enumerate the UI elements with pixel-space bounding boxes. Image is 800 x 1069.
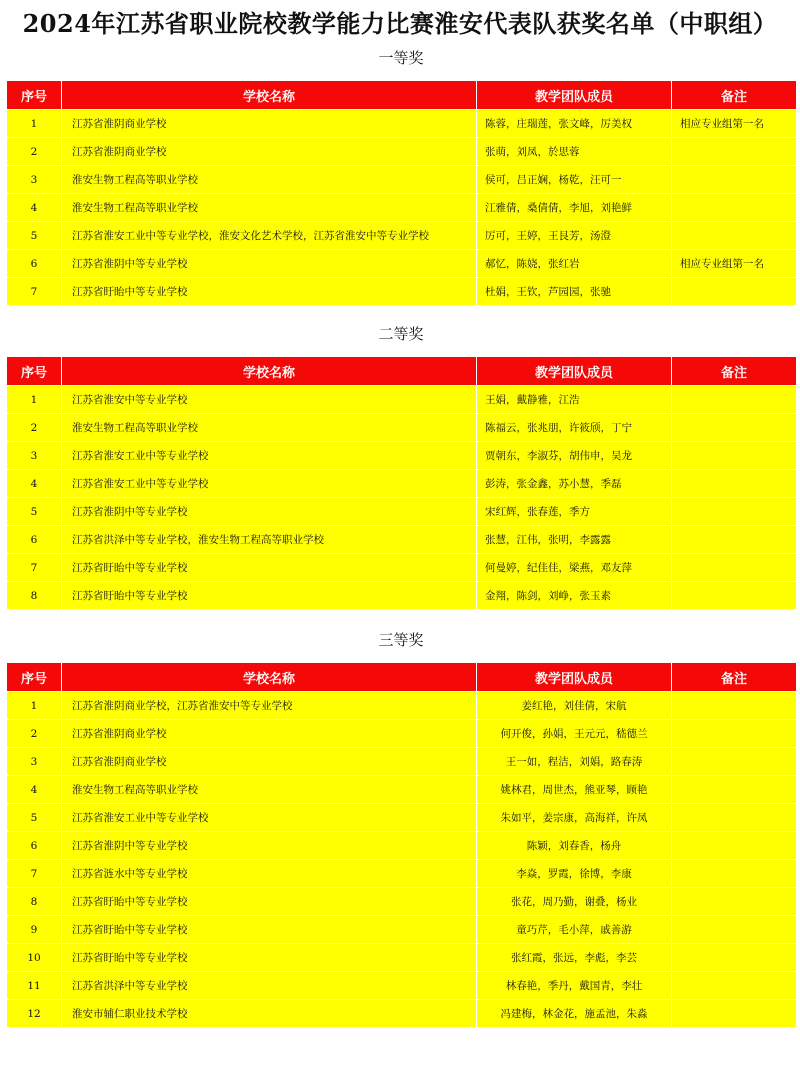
row-number: 4: [7, 776, 62, 804]
row-number: 1: [7, 386, 62, 414]
school-name: 江苏省淮安工业中等专业学校: [62, 470, 477, 498]
table-row: [7, 944, 797, 972]
row-number: 2: [7, 414, 62, 442]
school-name: 淮安生物工程高等职业学校: [62, 776, 477, 804]
table-row: [7, 582, 797, 610]
row-note: [672, 860, 797, 888]
header-no: 序号: [7, 663, 62, 692]
school-name: 江苏省淮阴商业学校: [62, 110, 477, 138]
row-note: [672, 1000, 797, 1028]
table-row: [7, 166, 797, 194]
school-name: 淮安生物工程高等职业学校: [62, 414, 477, 442]
table-row: [7, 972, 797, 1000]
row-note: [672, 386, 797, 414]
section-title: 一等奖: [378, 49, 424, 67]
row-number: 3: [7, 748, 62, 776]
team-members: 侯可，吕正娴，杨乾，汪可一: [477, 166, 672, 194]
table-row: [7, 1000, 797, 1028]
team-members: 冯建梅，林金花，施孟池，朱淼: [477, 1000, 672, 1028]
section-title: 三等奖: [378, 631, 424, 649]
team-members: 郝忆，陈娆，张红岩: [477, 250, 672, 278]
row-number: 7: [7, 860, 62, 888]
school-name: 江苏省盱眙中等专业学校: [62, 916, 477, 944]
team-members: 张慧，江伟，张明，李露露: [477, 526, 672, 554]
school-name: 淮安市辅仁职业技术学校: [62, 1000, 477, 1028]
school-name: 江苏省淮阴商业学校: [62, 748, 477, 776]
row-number: 2: [7, 720, 62, 748]
table-row: [7, 222, 797, 250]
header-school: 学校名称: [62, 357, 477, 386]
table-row: [7, 888, 797, 916]
row-note: [672, 582, 797, 610]
row-number: 2: [7, 138, 62, 166]
row-number: 8: [7, 582, 62, 610]
team-members: 贾朝东，李淑芬，胡伟申，吴龙: [477, 442, 672, 470]
row-number: 10: [7, 944, 62, 972]
row-note: [672, 526, 797, 554]
row-note: [672, 776, 797, 804]
table-row: [7, 720, 797, 748]
row-number: 4: [7, 470, 62, 498]
header-school: 学校名称: [62, 81, 477, 110]
table-row: [7, 554, 797, 582]
row-number: 7: [7, 554, 62, 582]
row-number: 6: [7, 250, 62, 278]
row-note: 相应专业组第一名: [672, 250, 797, 278]
school-name: 淮安生物工程高等职业学校: [62, 166, 477, 194]
row-note: [672, 498, 797, 526]
table-row: [7, 832, 797, 860]
header-no: 序号: [7, 81, 62, 110]
row-number: 3: [7, 166, 62, 194]
row-number: 1: [7, 110, 62, 138]
header-team: 教学团队成员: [477, 663, 672, 692]
school-name: 江苏省盱眙中等专业学校: [62, 582, 477, 610]
table-header-row: [7, 81, 797, 110]
award-table: [6, 356, 797, 610]
header-team: 教学团队成员: [477, 357, 672, 386]
team-members: 宋红辉，张春莲，季方: [477, 498, 672, 526]
row-number: 12: [7, 1000, 62, 1028]
school-name: 江苏省淮安工业中等专业学校: [62, 442, 477, 470]
table-row: [7, 470, 797, 498]
header-team: 教学团队成员: [477, 81, 672, 110]
row-number: 3: [7, 442, 62, 470]
row-note: [672, 442, 797, 470]
row-note: [672, 166, 797, 194]
table-row: [7, 414, 797, 442]
row-number: 8: [7, 888, 62, 916]
team-members: 陈蓉，庄瑞莲，张文峰，厉美权: [477, 110, 672, 138]
team-members: 陈颖，刘春香，杨舟: [477, 832, 672, 860]
school-name: 江苏省盱眙中等专业学校: [62, 278, 477, 306]
row-note: [672, 748, 797, 776]
table-row: [7, 194, 797, 222]
school-name: 江苏省淮阴商业学校: [62, 720, 477, 748]
team-members: 张花，周乃勤，谢叠，杨业: [477, 888, 672, 916]
table-row: [7, 386, 797, 414]
school-name: 江苏省淮安中等专业学校: [62, 386, 477, 414]
team-members: 林春艳，季丹，戴国青，李壮: [477, 972, 672, 1000]
row-number: 9: [7, 916, 62, 944]
award-table: [6, 662, 797, 1028]
section-title: 二等奖: [378, 325, 424, 343]
school-name: 江苏省淮安工业中等专业学校，淮安文化艺术学校，江苏省淮安中等专业学校: [62, 222, 477, 250]
school-name: 江苏省淮阴商业学校: [62, 138, 477, 166]
row-number: 7: [7, 278, 62, 306]
table-row: [7, 916, 797, 944]
row-note: [672, 554, 797, 582]
row-number: 11: [7, 972, 62, 1000]
table-row: [7, 692, 797, 720]
team-members: 王娟，戴静雅，江浩: [477, 386, 672, 414]
row-number: 5: [7, 804, 62, 832]
row-note: 相应专业组第一名: [672, 110, 797, 138]
school-name: 江苏省盱眙中等专业学校: [62, 888, 477, 916]
row-note: [672, 692, 797, 720]
table-row: [7, 138, 797, 166]
header-note: 备注: [672, 663, 797, 692]
row-number: 6: [7, 832, 62, 860]
header-note: 备注: [672, 357, 797, 386]
row-note: [672, 720, 797, 748]
table-header-row: [7, 663, 797, 692]
school-name: 江苏省淮阴中等专业学校: [62, 250, 477, 278]
team-members: 江雅倩，桑倩倩，李旭，刘艳鲜: [477, 194, 672, 222]
team-members: 童巧芹，毛小萍，戚善游: [477, 916, 672, 944]
row-number: 4: [7, 194, 62, 222]
team-members: 王一如，程洁，刘娟，路春涛: [477, 748, 672, 776]
row-note: [672, 972, 797, 1000]
row-note: [672, 832, 797, 860]
award-table: [6, 80, 797, 306]
table-row: [7, 278, 797, 306]
school-name: 江苏省淮阴中等专业学校: [62, 498, 477, 526]
row-note: [672, 414, 797, 442]
school-name: 江苏省盱眙中等专业学校: [62, 554, 477, 582]
team-members: 姜红艳，刘佳倩，宋航: [477, 692, 672, 720]
row-number: 1: [7, 692, 62, 720]
team-members: 彭涛，张金鑫，苏小慧，季磊: [477, 470, 672, 498]
table-row: [7, 776, 797, 804]
header-no: 序号: [7, 357, 62, 386]
table-row: [7, 498, 797, 526]
table-row: [7, 748, 797, 776]
team-members: 何开俊，孙娟，王元元，嵇德兰: [477, 720, 672, 748]
row-number: 5: [7, 222, 62, 250]
school-name: 江苏省洪泽中等专业学校，淮安生物工程高等职业学校: [62, 526, 477, 554]
table-row: [7, 860, 797, 888]
school-name: 江苏省淮安工业中等专业学校: [62, 804, 477, 832]
team-members: 张红霞，张远，李彪，李芸: [477, 944, 672, 972]
row-note: [672, 470, 797, 498]
table-row: [7, 804, 797, 832]
table-header-row: [7, 357, 797, 386]
row-note: [672, 138, 797, 166]
team-members: 陈福云，张兆朋，许筱颀，丁宁: [477, 414, 672, 442]
team-members: 何曼婷，纪佳佳，梁燕，邓友萍: [477, 554, 672, 582]
team-members: 金翔，陈剑，刘峥，张玉素: [477, 582, 672, 610]
team-members: 厉可，王婷，王艮芳，汤澄: [477, 222, 672, 250]
header-note: 备注: [672, 81, 797, 110]
school-name: 江苏省淮阴中等专业学校: [62, 832, 477, 860]
table-row: [7, 442, 797, 470]
team-members: 杜娟，王钦，芦园园，张驰: [477, 278, 672, 306]
team-members: 张萌，刘凤，於思蓉: [477, 138, 672, 166]
row-note: [672, 222, 797, 250]
row-number: 5: [7, 498, 62, 526]
table-row: [7, 526, 797, 554]
team-members: 朱如平，姜宗康，高海祥，许凤: [477, 804, 672, 832]
school-name: 江苏省淮阴商业学校，江苏省淮安中等专业学校: [62, 692, 477, 720]
row-note: [672, 194, 797, 222]
row-number: 6: [7, 526, 62, 554]
header-school: 学校名称: [62, 663, 477, 692]
team-members: 李焱，罗霞，徐博，李康: [477, 860, 672, 888]
table-row: [7, 110, 797, 138]
table-row: [7, 250, 797, 278]
school-name: 江苏省涟水中等专业学校: [62, 860, 477, 888]
school-name: 淮安生物工程高等职业学校: [62, 194, 477, 222]
row-note: [672, 278, 797, 306]
row-note: [672, 804, 797, 832]
row-note: [672, 944, 797, 972]
school-name: 江苏省洪泽中等专业学校: [62, 972, 477, 1000]
row-note: [672, 888, 797, 916]
document-title: 2024年江苏省职业院校教学能力比赛淮安代表队获奖名单（中职组）: [22, 9, 778, 38]
school-name: 江苏省盱眙中等专业学校: [62, 944, 477, 972]
row-note: [672, 916, 797, 944]
team-members: 姚林君，周世杰，熊亚琴，顾艳: [477, 776, 672, 804]
